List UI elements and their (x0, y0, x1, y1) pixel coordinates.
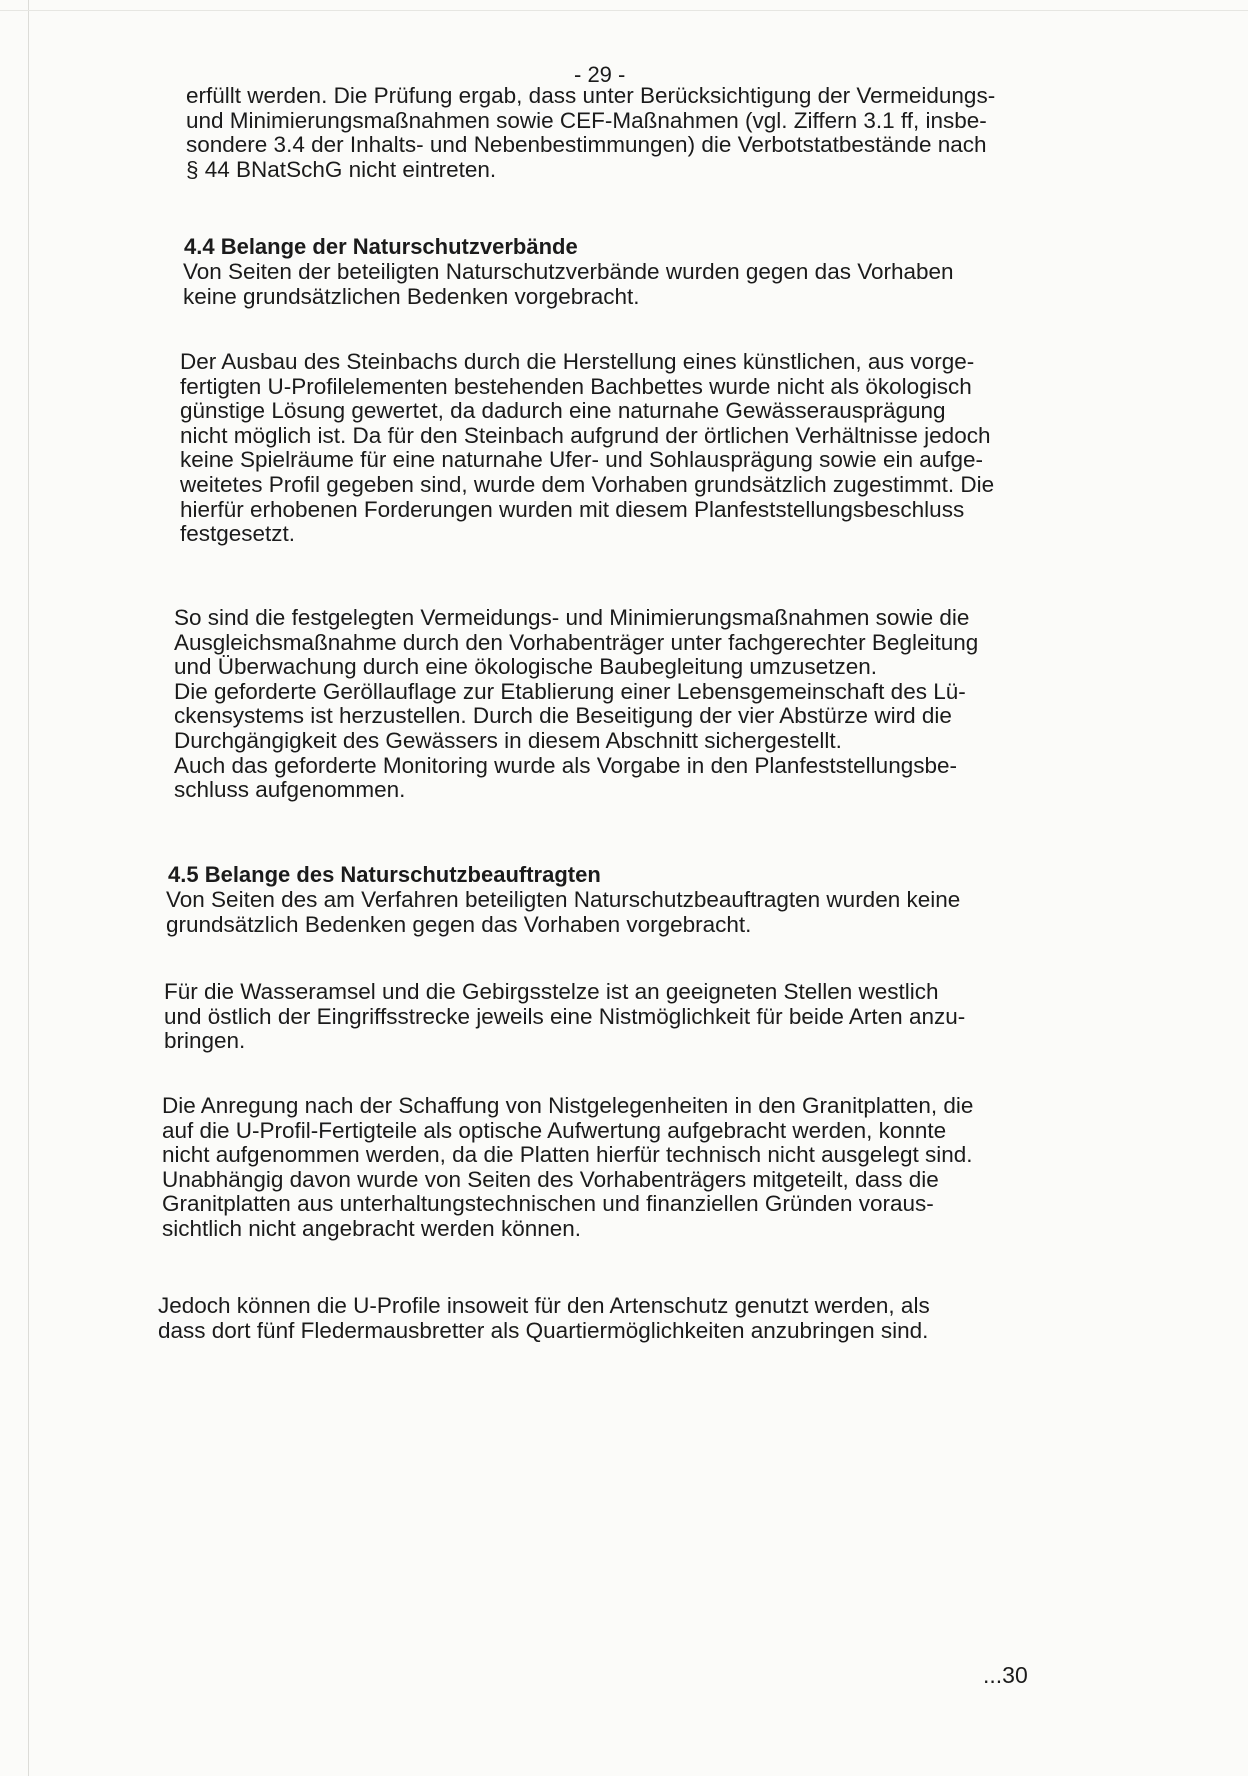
section-heading-4-4: 4.4 Belange der Naturschutzverbände (184, 234, 578, 259)
paragraph-4-5-3 (162, 1094, 973, 1242)
text-line: Von Seiten der beteiligten Naturschutzverbände wurden gegen das Vorhaben (183, 259, 954, 284)
text-line: Auch das geforderte Monitoring wurde als Vorgabe in den Planfeststellungsbe- (174, 752, 957, 778)
text-line: bringen. (164, 1028, 246, 1054)
paragraph-4-5-1 (166, 888, 960, 937)
text-line: Ausgleichsmaßnahme durch den Vorhabenträger unter fachgerechter Begleitung (174, 629, 979, 655)
text-line: So sind die festgelegten Vermeidungs- und Minimierungsmaßnahmen sowie die (174, 605, 970, 630)
text-line: Die geforderte Geröllauflage zur Etablierung einer Lebensgemeinschaft des Lü- (174, 678, 966, 704)
text-line: festgesetzt. (180, 521, 296, 547)
text-line: grundsätzlich Bedenken gegen das Vorhaben vorgebracht. (166, 911, 752, 937)
page-edge (28, 0, 29, 1776)
text-line: hierfür erhobenen Forderungen wurden mit diesem Planfeststellungsbeschluss (180, 496, 965, 522)
paragraph-4-5-4 (158, 1294, 930, 1343)
text-line: Unabhängig davon wurde von Seiten des Vorhabenträgers mitgeteilt, dass die (162, 1166, 939, 1192)
text-line: und Überwachung durch eine ökologische Baubegleitung umzusetzen. (174, 654, 877, 680)
text-line: nicht aufgenommen werden, da die Platten hierfür technisch nicht ausgelegt sind. (162, 1142, 973, 1168)
paragraph-4-4-1 (183, 260, 954, 309)
text-line: Der Ausbau des Steinbachs durch die Herstellung eines künstlichen, aus vorge- (180, 349, 975, 374)
text-line: Von Seiten des am Verfahren beteiligten Naturschutzbeauftragten wurden keine (166, 887, 961, 912)
text-line: Für die Wasseramsel und die Gebirgsstelze ist an geeigneten Stellen westlich (164, 979, 939, 1004)
text-line: § 44 BNatSchG nicht eintreten. (186, 156, 497, 182)
page-number: - 29 - (574, 62, 626, 87)
text-line: sondere 3.4 der Inhalts- und Nebenbestimmungen) die Verbotstatbestände nach (186, 132, 987, 158)
text-line: keine grundsätzlichen Bedenken vorgebracht. (183, 283, 640, 309)
text-line: schluss aufgenommen. (174, 777, 406, 803)
paragraph-4-4-3 (174, 606, 978, 803)
text-line: sichtlich nicht angebracht werden können. (162, 1215, 582, 1241)
next-page-reference: ...30 (983, 1662, 1028, 1688)
text-line: keine Spielräume für eine naturnahe Ufer- und Sohlausprägung sowie ein aufge- (180, 447, 984, 473)
page-edge (0, 10, 1248, 11)
paragraph-4-5-2 (164, 980, 965, 1054)
text-line: Die Anregung nach der Schaffung von Nistgelegenheiten in den Granitplatten, die (162, 1093, 974, 1118)
text-line: erfüllt werden. Die Prüfung ergab, dass unter Berücksichtigung der Vermeidungs- (186, 83, 996, 108)
section-heading-4-5: 4.5 Belange des Naturschutzbeauftragten (168, 862, 601, 887)
text-line: Jedoch können die U-Profile insoweit für den Artenschutz genutzt werden, als (158, 1293, 930, 1318)
text-line: und Minimierungsmaßnahmen sowie CEF-Maßnahmen (vgl. Ziffern 3.1 ff, insbe- (186, 107, 987, 133)
text-line: günstige Lösung gewertet, da dadurch eine naturnahe Gewässerausprägung (180, 398, 946, 424)
text-line: fertigten U-Profilelementen bestehenden Bachbettes wurde nicht als ökologisch (180, 373, 972, 399)
paragraph-4-4-2 (180, 350, 994, 547)
text-line: auf die U-Profil-Fertigteile als optische Aufwertung aufgebracht werden, konnte (162, 1117, 947, 1143)
text-line: und östlich der Eingriffsstrecke jeweils eine Nistmöglichkeit für beide Arten anzu- (164, 1003, 966, 1029)
text-line: ckensystems ist herzustellen. Durch die Beseitigung der vier Abstürze wird die (174, 703, 952, 729)
paragraph-intro (186, 84, 995, 182)
text-line: dass dort fünf Fledermausbretter als Quartiermöglichkeiten anzubringen sind. (158, 1317, 929, 1343)
text-line: Durchgängigkeit des Gewässers in diesem Abschnitt sichergestellt. (174, 727, 842, 753)
text-line: weitetes Profil gegeben sind, wurde dem Vorhaben grundsätzlich zugestimmt. Die (180, 471, 995, 497)
text-line: nicht möglich ist. Da für den Steinbach aufgrund der örtlichen Verhältnisse jedoch (180, 422, 991, 448)
text-line: Granitplatten aus unterhaltungstechnischen und finanziellen Gründen voraus- (162, 1191, 934, 1217)
